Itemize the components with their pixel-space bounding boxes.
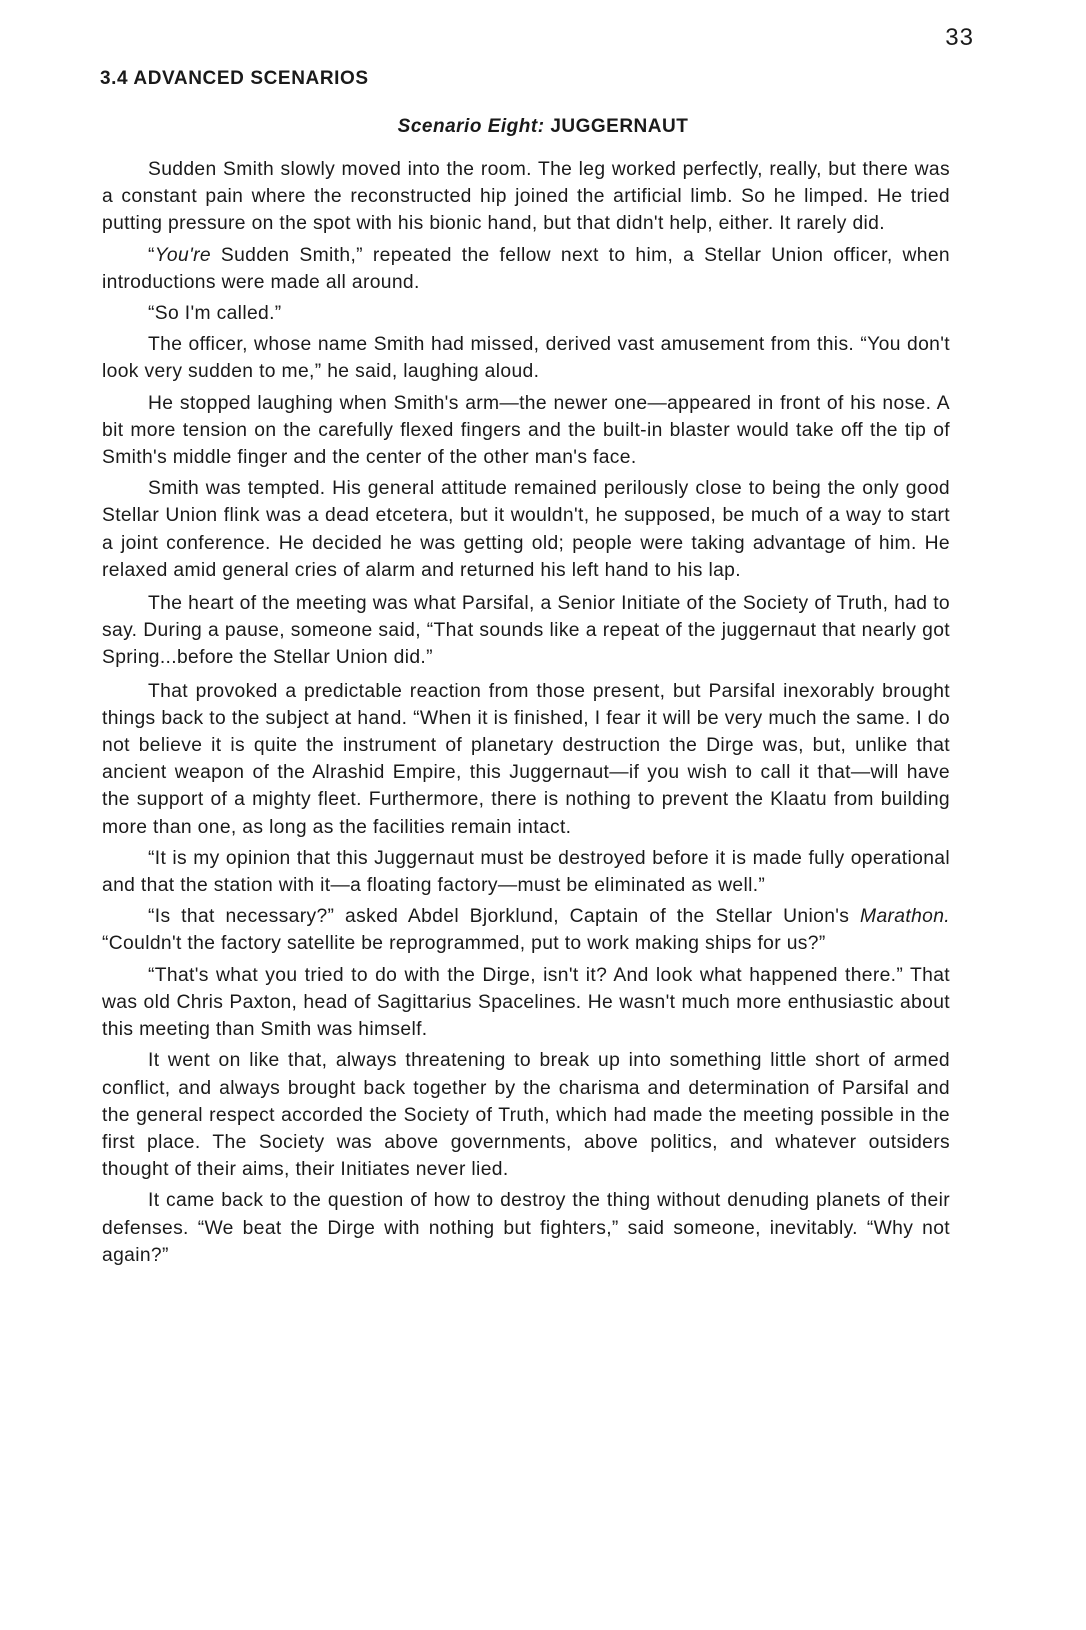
emphasis: You're	[154, 244, 211, 266]
paragraph: “It is my opinion that this Juggernaut must be destroyed before it is made fully operational and that the station with it—a floating factory—must be eliminated as well.”	[102, 847, 950, 897]
paragraph-text: Sudden Smith,” repeated the fellow next to him, a Stellar Union officer, when introductions were made all around.	[102, 244, 950, 293]
scenario-title	[0, 116, 1086, 138]
paragraph: The officer, whose name Smith had missed, derived vast amusement from this. “You don't look very sudden to me,” he said, laughing aloud.	[102, 334, 950, 383]
paragraph: It went on like that, always threatening to break up into something little short of armed conflict, and always brought back together by the charisma and determination of Parsifal and the general respect accorded the Society of Truth, which had made the meeting possible in the first place. The Society was above governments, above politics, and whatever outsiders thought of their aims, their Initiates never lied.	[102, 1050, 950, 1181]
paragraph: “So I'm called.”	[148, 303, 282, 325]
paragraph: “That's what you tried to do with the Dirge, isn't it? And look what happened there.” That was old Chris Paxton, head of Sagittarius Spacelines. He wasn't much more enthusiastic about this meeting than Smith was himself.	[102, 964, 950, 1041]
scenario-lead: Scenario Eight:	[397, 116, 545, 137]
paragraph: Smith was tempted. His general attitude remained perilously close to being the only good Stellar Union flink was a dead etcetera, but it wouldn't, he supposed, be much of a way to start a joint conference. He decided he was getting old; people were taking advantage of him. He relaxed amid general cries of alarm and returned his left hand to his lap.	[102, 478, 950, 581]
quote-mark: “	[148, 244, 155, 266]
scenario-name: JUGGERNAUT	[550, 116, 689, 137]
paragraph-text: “Couldn't the factory satellite be reprogrammed, put to work making ships for us?”	[102, 933, 826, 955]
paragraph: It came back to the question of how to destroy the thing without denuding planets of their defenses. “We beat the Dirge with nothing but fighters,” said someone, inevitably. “Why not again?”	[102, 1190, 950, 1266]
ship-name: Marathon.	[860, 906, 950, 928]
paragraph: That provoked a predictable reaction from those present, but Parsifal inexorably brought things back to the subject at hand. “When it is finished, I fear it will be very much the same. I do not believe it is quite the instrument of planetary destruction the Dirge was, but, unlike that ancient weapon of the Alrashid Empire, this Juggernaut—if you wish to call it that—will have the support of a mighty fleet. Furthermore, there is nothing to prevent the Klaatu from building more than one, as long as the facilities remain intact.	[102, 680, 950, 838]
paragraph-text: “Is that necessary?” asked Abdel Bjorklund, Captain of the Stellar Union's	[148, 906, 861, 928]
body-text	[102, 156, 950, 1273]
paragraph: The heart of the meeting was what Parsifal, a Senior Initiate of the Society of Truth, had to say. During a pause, someone said, “That sounds like a repeat of the juggernaut that nearly got Spring...before the Stellar Union did.”	[102, 593, 950, 669]
paragraph: He stopped laughing when Smith's arm—the newer one—appeared in front of his nose. A bit more tension on the carefully flexed fingers and the built-in blaster would take off the tip of Smith's middle finger and the center of the other man's face.	[102, 392, 950, 469]
paragraph	[102, 903, 950, 957]
page-number: 33	[945, 24, 974, 51]
paragraph: Sudden Smith slowly moved into the room. The leg worked perfectly, really, but there was a constant pain where the reconstructed hip joined the artificial limb. So he limped. He tried putting pressure on the spot with his bionic hand, but that didn't help, either. It rarely did.	[102, 159, 950, 235]
paragraph	[102, 242, 950, 296]
section-heading: 3.4 ADVANCED SCENARIOS	[100, 68, 369, 89]
